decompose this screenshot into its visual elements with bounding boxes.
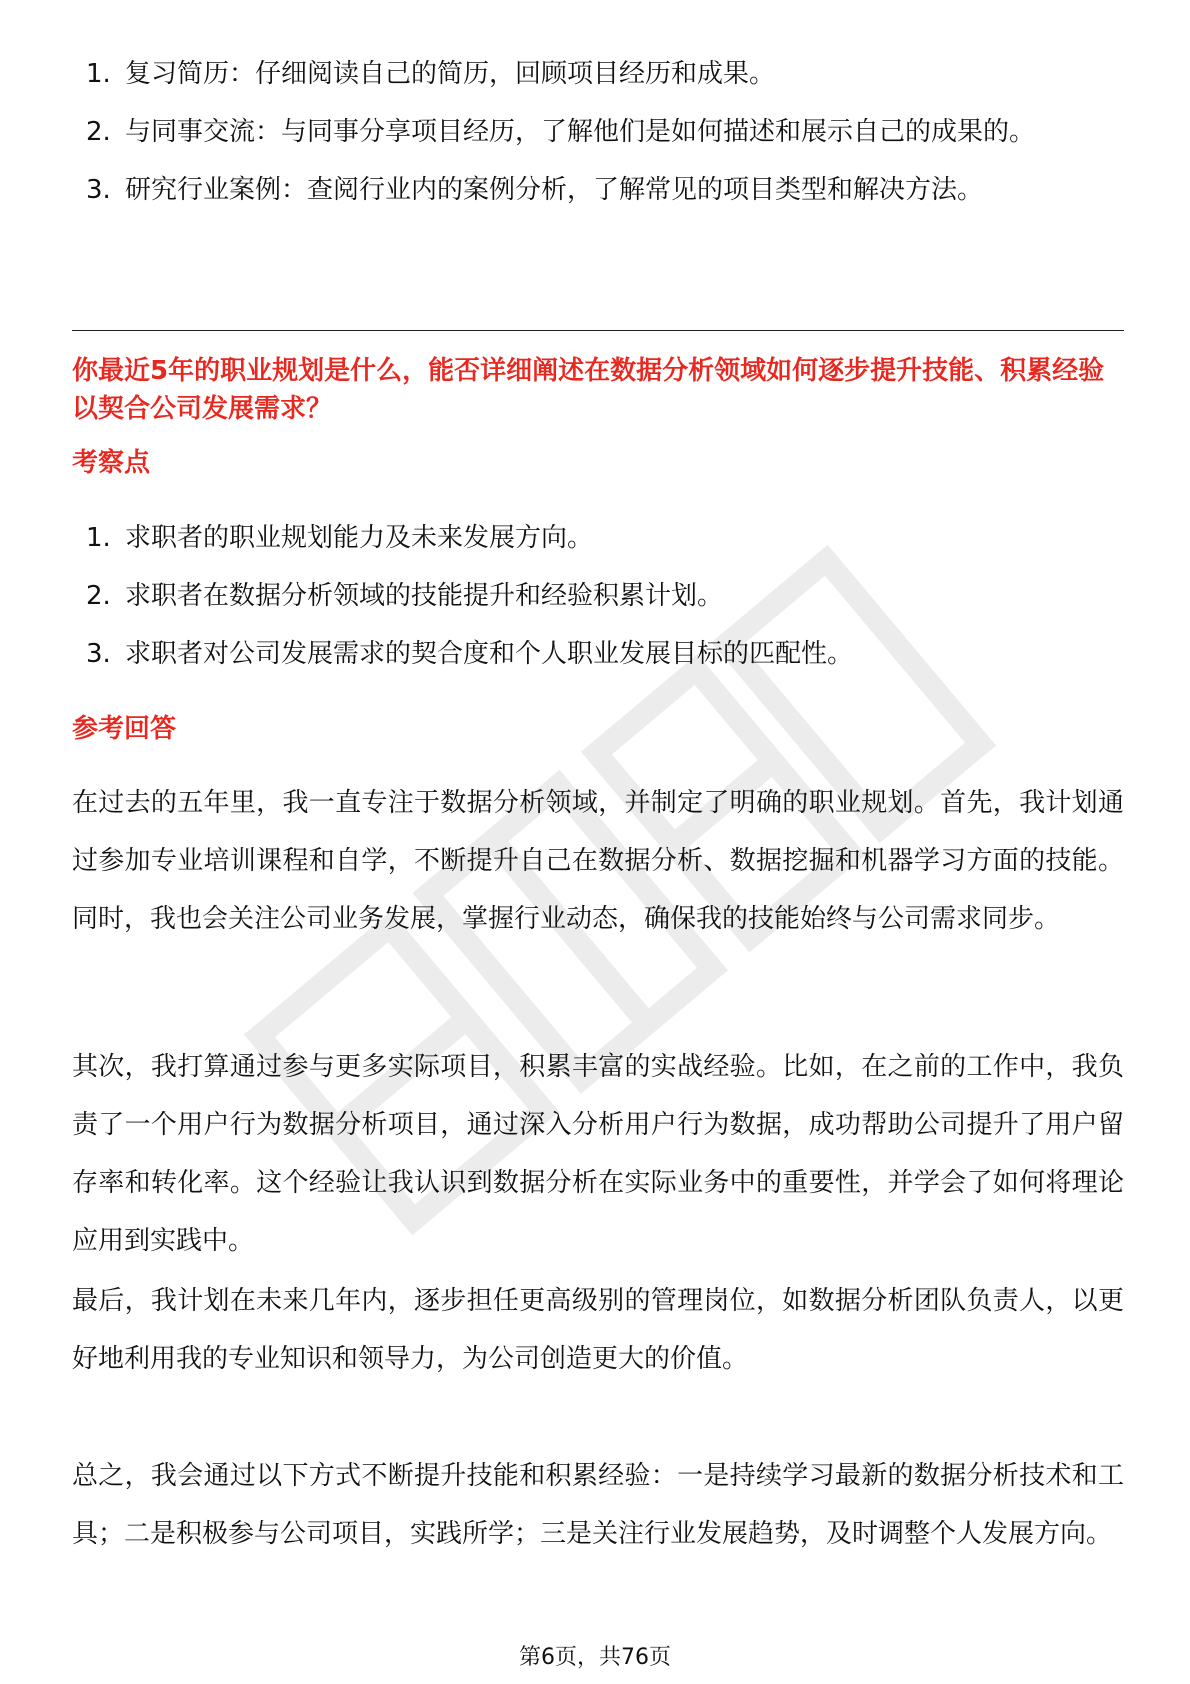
list-number: 2.: [86, 581, 111, 611]
list-number: 3.: [86, 175, 111, 205]
reference-answer-title: 参考回答: [72, 714, 177, 744]
list-item: [72, 161, 1155, 219]
answer-paragraph: 其次，我打算通过参与更多实际项目，积累丰富的实战经验。比如，在之前的工作中，我负责了一个用户行为数据分析项目，通过深入分析用户行为数据，成功帮助公司提升了用户留存率和转化率。这个经验让我认识到数据分析在实际业务中的重要性，并学会了如何将理论应用到实践中。: [72, 1052, 1124, 1256]
top-list: [72, 45, 1155, 219]
list-item: [72, 567, 1155, 625]
list-text: 研究行业案例：查阅行业内的案例分析，了解常见的项目类型和解决方法。: [125, 175, 984, 205]
list-text: 求职者在数据分析领域的技能提升和经验积累计划。: [125, 581, 724, 611]
list-number: 2.: [86, 117, 111, 147]
list-text: 求职者对公司发展需求的契合度和个人职业发展目标的匹配性。: [125, 639, 854, 669]
list-text: 求职者的职业规划能力及未来发展方向。: [125, 523, 594, 553]
list-number: 1.: [86, 59, 111, 89]
answer-paragraph: 在过去的五年里，我一直专注于数据分析领域，并制定了明确的职业规划。首先，我计划通过参加专业培训课程和自学，不断提升自己在数据分析、数据挖掘和机器学习方面的技能。同时，我也会关注公司业务发展，掌握行业动态，确保我的技能始终与公司需求同步。: [72, 788, 1124, 934]
check-points-list: [72, 509, 1155, 683]
page-number: 第6页，共76页: [519, 1645, 671, 1670]
answer-paragraph: 总之，我会通过以下方式不断提升技能和积累经验：一是持续学习最新的数据分析技术和工具；二是积极参与公司项目，实践所学；三是关注行业发展趋势，及时调整个人发展方向。: [72, 1461, 1124, 1549]
list-number: 3.: [86, 639, 111, 669]
list-text: 复习简历：仔细阅读自己的简历，回顾项目经历和成果。: [125, 59, 776, 89]
list-item: [72, 625, 1155, 683]
list-item: [72, 509, 1155, 567]
check-points-title: 考察点: [72, 448, 151, 478]
list-item: [72, 45, 1155, 103]
list-item: [72, 103, 1155, 161]
list-number: 1.: [86, 523, 111, 553]
section-divider: [72, 330, 1124, 331]
list-text: 与同事交流：与同事分享项目经历，了解他们是如何描述和展示自己的成果的。: [125, 117, 1036, 147]
question-heading: 你最近5年的职业规划是什么，能否详细阐述在数据分析领域如何逐步提升技能、积累经验以契合公司发展需求？: [72, 356, 1105, 424]
answer-paragraph: 最后，我计划在未来几年内，逐步担任更高级别的管理岗位，如数据分析团队负责人，以更好地利用我的专业知识和领导力，为公司创造更大的价值。: [72, 1286, 1124, 1374]
